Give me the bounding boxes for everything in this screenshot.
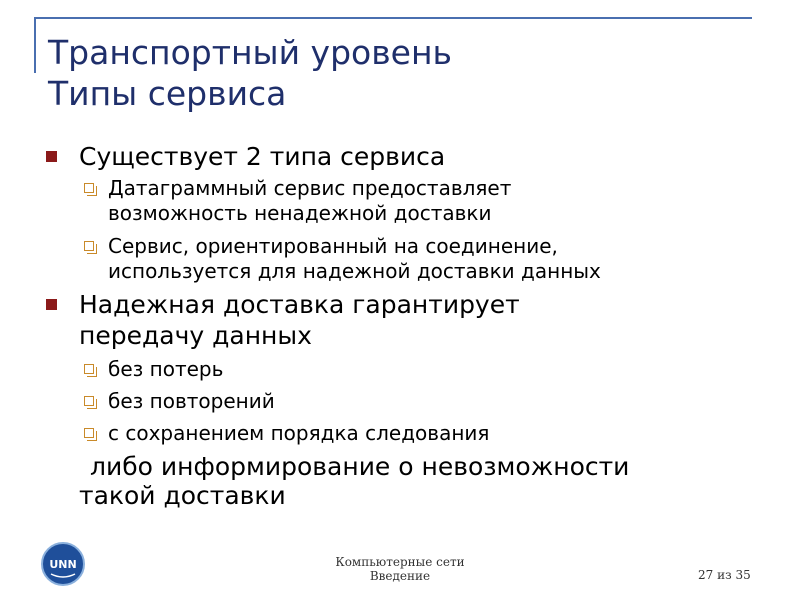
page-number: 27 из 35 bbox=[698, 568, 751, 582]
checkbox-bullet-icon bbox=[84, 183, 94, 193]
slide-title-line-2: Типы сервиса bbox=[48, 74, 287, 113]
square-bullet-icon bbox=[46, 151, 57, 162]
sub-bullet-1-2-line-1: Сервис, ориентированный на соединение, bbox=[108, 234, 558, 258]
checkbox-bullet-icon bbox=[84, 241, 94, 251]
footer-course: Компьютерные сети bbox=[335, 555, 465, 569]
footer-section: Введение bbox=[369, 569, 431, 583]
sub-bullet-1-1-line-2: возможность ненадежной доставки bbox=[108, 201, 492, 225]
checkbox-bullet-icon bbox=[84, 396, 94, 406]
slide-title-line-1: Транспортный уровень bbox=[48, 33, 452, 72]
bullet-2-line-1: Надежная доставка гарантирует bbox=[79, 290, 520, 319]
closing-line-2: такой доставки bbox=[79, 481, 286, 510]
square-bullet-icon bbox=[46, 299, 57, 310]
university-logo bbox=[41, 542, 85, 586]
sub-bullet-2-3: с сохранением порядка следования bbox=[108, 421, 490, 445]
logo-arc bbox=[51, 574, 75, 577]
footer-course-info bbox=[330, 555, 470, 583]
sub-bullet-2-2: без повторений bbox=[108, 389, 275, 413]
closing-line-1: либо информирование о невозможности bbox=[90, 452, 630, 481]
checkbox-bullet-icon bbox=[84, 364, 94, 374]
sub-bullet-2-1: без потерь bbox=[108, 357, 224, 381]
bullet-1-text: Существует 2 типа сервиса bbox=[79, 142, 446, 171]
logo-lettering: UNN bbox=[49, 558, 77, 571]
sub-bullet-1-2-line-2: используется для надежной доставки данных bbox=[108, 259, 601, 283]
sub-bullet-1-1-line-1: Датаграммный сервис предоставляет bbox=[108, 176, 512, 200]
university-logo-icon bbox=[43, 544, 83, 584]
checkbox-bullet-icon bbox=[84, 428, 94, 438]
bullet-2-line-2: передачу данных bbox=[79, 321, 312, 350]
